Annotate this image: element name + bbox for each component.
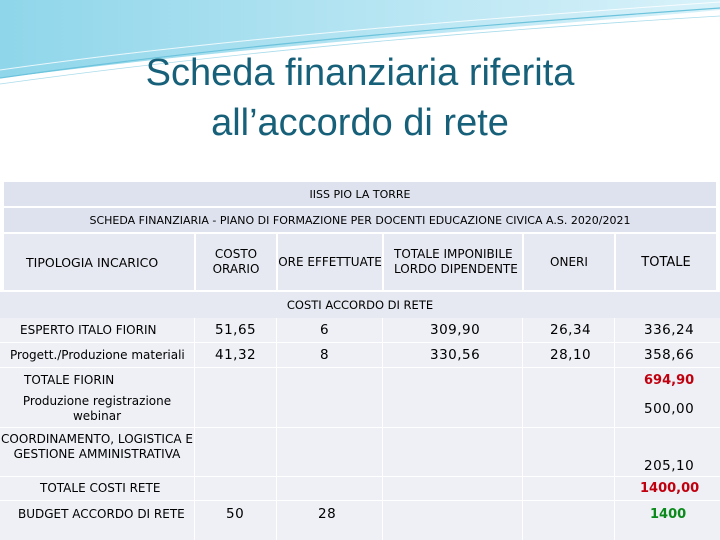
- budget-ore: 28: [318, 505, 337, 522]
- totale-fiorin-row: [0, 368, 720, 392]
- row-divider: [0, 427, 720, 428]
- section-costi-accordo: COSTI ACCORDO DI RETE: [0, 292, 720, 318]
- column-header-costo-line1: COSTO: [214, 247, 258, 261]
- totale-costi-label: TOTALE COSTI RETE: [40, 480, 161, 495]
- row-costo: 41,32: [215, 346, 257, 363]
- table-header-school: IISS PIO LA TORRE: [4, 182, 716, 206]
- budget-costo: 50: [226, 505, 245, 522]
- budget-row: [0, 502, 720, 526]
- row-totale: 336,24: [644, 321, 695, 338]
- row-ore: 6: [320, 321, 330, 338]
- column-header-tipologia-label: TIPOLOGIA INCARICO: [26, 254, 159, 270]
- slide-title-line1: Scheda finanziaria riferita: [145, 52, 575, 94]
- produzione-label-line2: webinar: [72, 409, 122, 423]
- totale-costi-value: 1400,00: [640, 480, 700, 496]
- column-header-imponibile-line1: TOTALE IMPONIBILE: [394, 247, 513, 261]
- coordinamento-label-line2: GESTIONE AMMINISTRATIVA: [13, 447, 181, 461]
- budget-label: BUDGET ACCORDO DI RETE: [18, 506, 185, 521]
- produzione-label-line1: Produzione registrazione: [22, 394, 172, 408]
- budget-value: 1400: [650, 506, 687, 522]
- row-divider: [0, 500, 720, 501]
- coordinamento-row: [0, 430, 720, 476]
- coordinamento-label: [0, 430, 194, 464]
- row-oneri: 28,10: [550, 346, 592, 363]
- column-header-imponibile-line2: LORDO DIPENDENTE: [394, 262, 518, 276]
- row-imponibile: 309,90: [430, 321, 481, 338]
- column-header-costo: [196, 234, 276, 290]
- totale-fiorin-label: TOTALE FIORIN: [24, 372, 115, 387]
- slide-title: [0, 48, 720, 148]
- produzione-label: [0, 392, 194, 426]
- totale-costi-row: [0, 477, 720, 499]
- totale-fiorin-value: 694,90: [644, 372, 695, 388]
- column-header-oneri: [524, 234, 614, 290]
- row-totale: 358,66: [644, 346, 695, 363]
- row-ore: 8: [320, 346, 330, 363]
- produzione-row: [0, 392, 720, 426]
- column-header-totale: [616, 234, 716, 290]
- column-header-tipologia: [4, 234, 194, 290]
- table-header-title: SCHEDA FINANZIARIA - PIANO DI FORMAZIONE PER DOCENTI EDUCAZIONE CIVICA A.S. 2020/2021: [4, 208, 716, 232]
- row-tipologia: Progett./Produzione materiali: [10, 347, 185, 362]
- coordinamento-value: 205,10: [644, 457, 695, 474]
- coordinamento-label-line1: COORDINAMENTO, LOGISTICA E: [1, 432, 193, 446]
- column-header-totale-label: TOTALE: [641, 254, 691, 270]
- produzione-value: 500,00: [644, 400, 695, 417]
- row-imponibile: 330,56: [430, 346, 481, 363]
- row-tipologia: ESPERTO ITALO FIORIN: [20, 322, 157, 337]
- row-oneri: 26,34: [550, 321, 592, 338]
- table-row: [0, 343, 720, 367]
- financial-table: [0, 182, 720, 540]
- table-row: [0, 318, 720, 342]
- column-header-costo-line2: ORARIO: [212, 262, 260, 276]
- column-header-oneri-label: ONERI: [550, 254, 588, 269]
- slide-title-line2: all’accordo di rete: [211, 102, 509, 144]
- column-header-imponibile: [384, 234, 522, 290]
- column-header-ore-label: ORE EFFETTUATE: [278, 254, 382, 269]
- column-header-ore: [278, 234, 382, 290]
- row-costo: 51,65: [215, 321, 257, 338]
